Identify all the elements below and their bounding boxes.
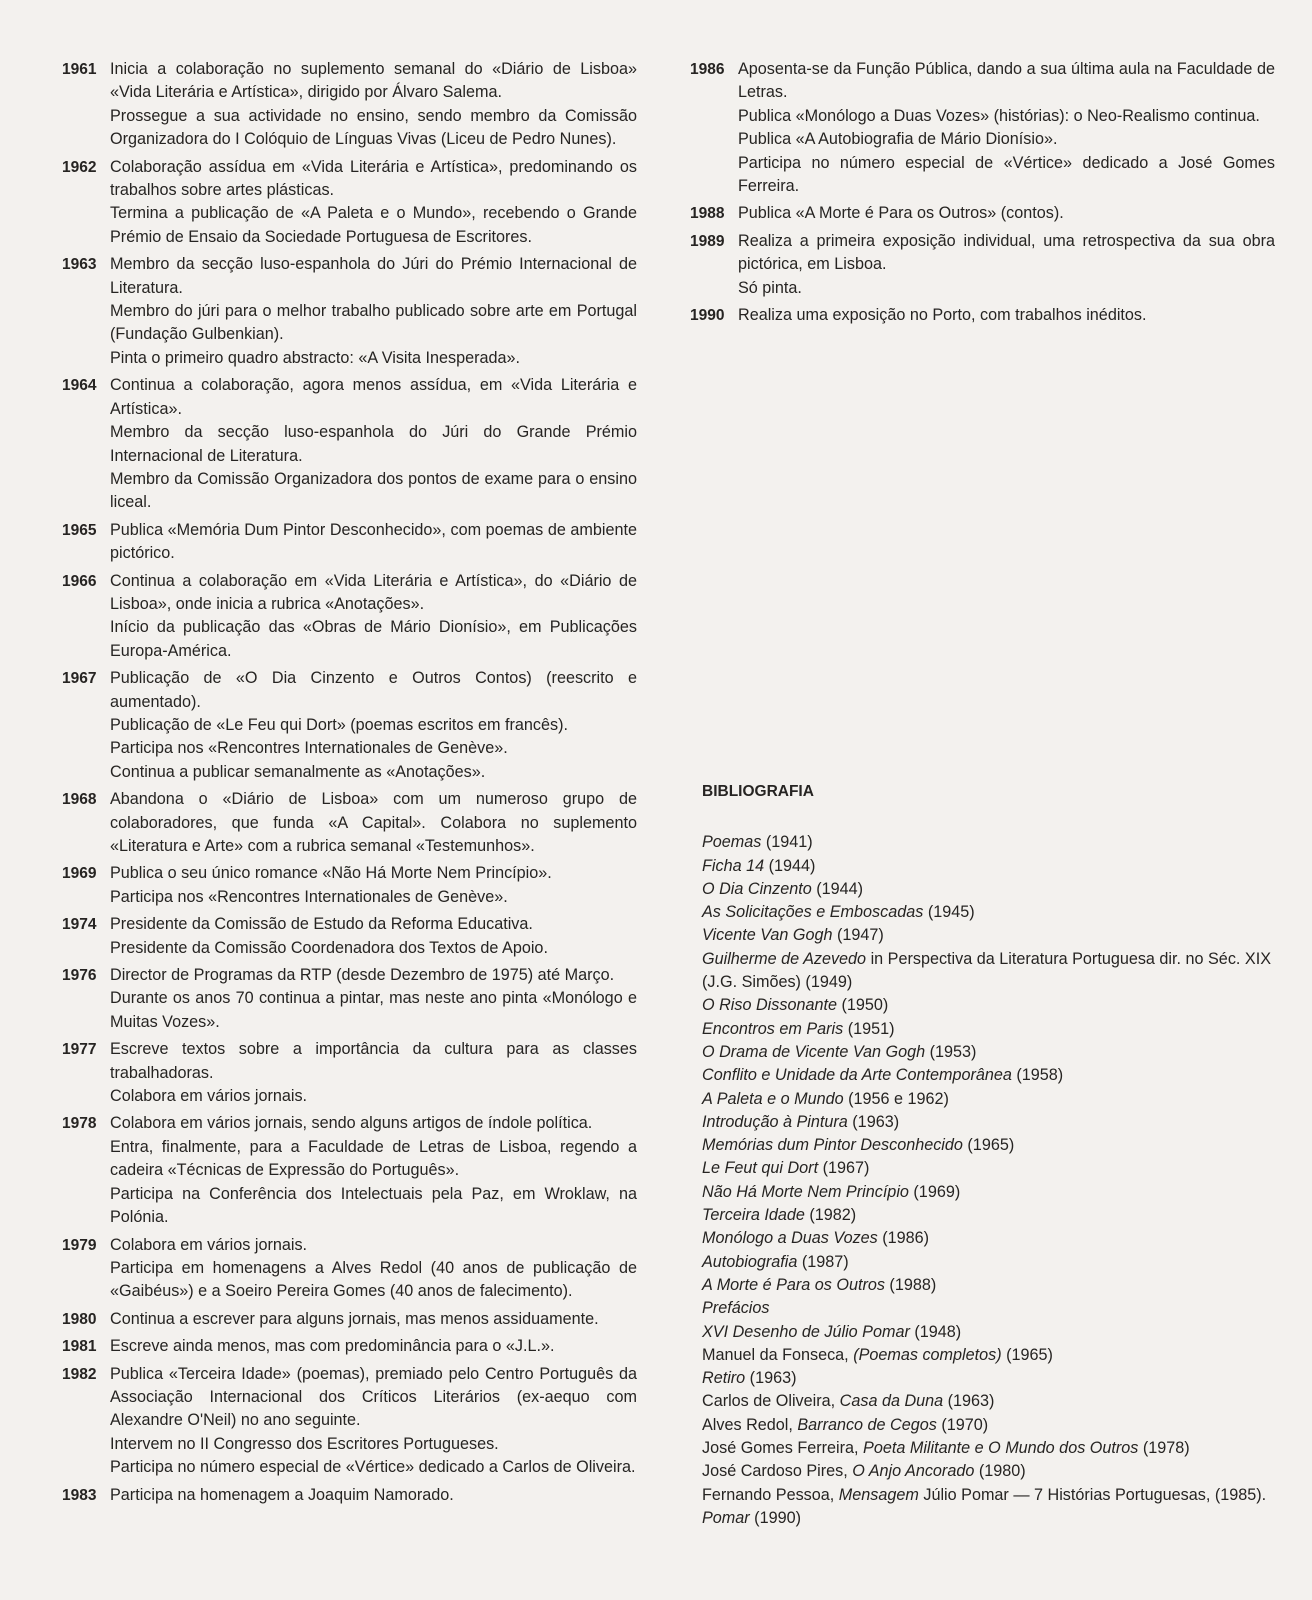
bibliography-item (702, 1041, 1292, 1064)
chronology-entry-1978 (62, 1112, 637, 1229)
bib-title: A Morte é Para os Outros (702, 1275, 885, 1294)
bibliography-item (702, 1204, 1292, 1227)
bib-detail: (1948) (909, 1322, 962, 1341)
bib-title: XVI Desenho de Júlio Pomar (702, 1322, 910, 1341)
entry-year: 1986 (690, 61, 725, 78)
chronology-entry-1981 (62, 1335, 637, 1358)
entry-body (110, 667, 637, 784)
bib-detail: (1944) (764, 856, 816, 875)
bib-detail: (1987) (797, 1252, 849, 1271)
bib-title: Le Feut qui Dort (702, 1159, 819, 1178)
bibliography-item (702, 831, 1292, 854)
bib-title: Memórias dum Pintor Desconhecido (702, 1136, 963, 1155)
entry-year: 1962 (62, 158, 97, 176)
bibliography-item (702, 1274, 1292, 1297)
chronology-entry-1982 (62, 1363, 637, 1480)
bib-detail: (1969) (908, 1182, 961, 1201)
bib-title: O Anjo Ancorado (852, 1462, 975, 1481)
entry-paragraph: Publica «A Autobiografia de Mário Dionísio». (738, 130, 1058, 149)
entry-paragraph: Início da publicação das «Obras de Mário Dionísio», em Publicações Europa-América. (110, 618, 637, 660)
bibliography-item (702, 1181, 1292, 1204)
entry-paragraph: Membro da Comissão Organizadora dos pontos de exame para o ensino liceal. (110, 469, 637, 512)
entry-paragraph: Aposenta-se da Função Pública, dando a sua última aula na Faculdade de Letras. (738, 60, 1275, 102)
entry-paragraph: Inicia a colaboração no suplemento semanal do «Diário de Lisboa» «Vida Literária e Artística», dirigido por Álvaro Salema. (110, 60, 637, 102)
entry-body (110, 519, 637, 566)
bib-detail: (1990) (749, 1508, 801, 1527)
chronology-entry-1961 (62, 58, 637, 152)
entry-paragraph: Continua a escrever para alguns jornais, mas menos assiduamente. (110, 1309, 599, 1328)
bib-title: Conflito e Unidade da Arte Contemporânea (702, 1066, 1012, 1085)
bib-author: José Gomes Ferreira, (702, 1439, 864, 1458)
entry-year: 1976 (62, 967, 97, 985)
bib-detail: (1945) (923, 903, 975, 922)
entry-paragraph: Intervem no II Congresso dos Escritores Portugueses. (110, 1434, 499, 1453)
bib-title: Barranco de Cegos (797, 1415, 937, 1434)
bib-detail: (1980) (974, 1462, 1026, 1481)
bib-title: Mensagem (838, 1485, 919, 1504)
bib-title: A Paleta e o Mundo (702, 1089, 844, 1108)
chronology-entry-1967 (62, 667, 637, 784)
entry-paragraph: Continua a colaboração, agora menos assídua, em «Vida Literária e Artística». (110, 376, 637, 418)
bib-detail: (1986) (877, 1229, 930, 1248)
entry-year: 1966 (62, 572, 97, 590)
entry-paragraph: Entra, finalmente, para a Faculdade de Letras de Lisboa, regendo a cadeira «Técnicas de Expressão do Português». (110, 1137, 637, 1180)
chronology-left-column (62, 58, 637, 1511)
entry-year: 1964 (62, 377, 97, 395)
bib-title: Vicente Van Gogh (702, 926, 833, 945)
bibliography-item (702, 1251, 1292, 1274)
entry-year: 1967 (62, 670, 97, 688)
bibliography-item (702, 1484, 1292, 1507)
entry-year: 1989 (690, 232, 725, 250)
bibliography-item (702, 1390, 1292, 1413)
bibliography-item (702, 1088, 1292, 1111)
bib-title: Prefácios (702, 1299, 770, 1318)
entry-body (738, 202, 1275, 225)
chronology-entry-1964 (62, 374, 637, 514)
entry-year: 1981 (62, 1338, 97, 1356)
bibliography-item (702, 994, 1292, 1017)
bibliography-section (702, 780, 1292, 1530)
chronology-entry-1979 (62, 1234, 637, 1304)
chronology-entry-1976 (62, 964, 637, 1034)
entry-body (110, 1363, 637, 1480)
bib-title: Monólogo a Duas Vozes (702, 1229, 878, 1248)
entry-paragraph: Continua a colaboração em «Vida Literária e Artística», do «Diário de Lisboa», onde inicia a rubrica «Anotações». (110, 571, 637, 613)
entry-year: 1963 (62, 256, 97, 274)
entry-paragraph: Participa nos «Rencontres Internationales de Genève». (110, 887, 508, 906)
bib-title: O Dia Cinzento (702, 879, 812, 898)
bibliography-item (702, 1111, 1292, 1134)
entry-body (110, 253, 637, 370)
bib-author: Carlos de Oliveira, (702, 1392, 840, 1411)
bib-title: Introdução à Pintura (702, 1112, 848, 1131)
bib-detail: (1963) (847, 1112, 900, 1131)
entry-body (110, 1335, 637, 1358)
entry-paragraph: Continua a publicar semanalmente as «Anotações». (110, 762, 486, 781)
entry-body (110, 570, 637, 664)
entry-paragraph: Membro da secção luso-espanhola do Júri do Prémio Internacional de Literatura. (110, 255, 637, 297)
bib-title: O Riso Dissonante (702, 996, 837, 1015)
entry-body (110, 862, 637, 909)
entry-paragraph: Termina a publicação de «A Paleta e o Mundo», recebendo o Grande Prémio de Ensaio da Sociedade Portuguesa de Escritores. (110, 204, 637, 246)
bib-title: As Solicitações e Emboscadas (702, 903, 924, 922)
bibliography-item (702, 901, 1292, 924)
bibliography-item (702, 878, 1292, 901)
entry-paragraph: Participa em homenagens a Alves Redol (40 anos de publicação de «Gaibéus») e a Soeiro Pereira Gomes (40 anos de falecimento). (110, 1258, 637, 1301)
chronology-entry-1983 (62, 1484, 637, 1507)
bibliography-item (702, 1134, 1292, 1157)
bib-detail: (1967) (818, 1159, 870, 1178)
bibliography-item (702, 1157, 1292, 1180)
entry-paragraph: Publica «Memória Dum Pintor Desconhecido», com poemas de ambiente pictórico. (110, 520, 637, 563)
bibliography-item (702, 1367, 1292, 1390)
bibliography-item (702, 1064, 1292, 1087)
bib-author: Alves Redol, (702, 1415, 798, 1434)
entry-paragraph: Colabora em vários jornais, sendo alguns artigos de índole política. (110, 1114, 593, 1133)
entry-year: 1979 (62, 1236, 97, 1254)
entry-paragraph: Publica «A Morte é Para os Outros» (contos). (738, 204, 1064, 223)
bib-title: Pomar (702, 1508, 750, 1527)
bib-detail: (1958) (1011, 1066, 1064, 1085)
entry-paragraph: Colabora em vários jornais. (110, 1235, 308, 1254)
entry-paragraph: Prossegue a sua actividade no ensino, sendo membro da Comissão Organizadora do I Colóquio de Línguas Vivas (Liceu de Pedro Nunes). (110, 106, 637, 149)
bib-title: Encontros em Paris (702, 1019, 844, 1038)
bib-title: Guilherme de Azevedo (702, 949, 867, 968)
entry-paragraph: Escreve textos sobre a importância da cultura para as classes trabalhadoras. (110, 1040, 637, 1082)
chronology-entry-1986 (690, 58, 1275, 198)
bib-detail: (1965) (1001, 1345, 1053, 1364)
bibliography-item (702, 1018, 1292, 1041)
bibliography-item (702, 1344, 1292, 1367)
entry-paragraph: Escreve ainda menos, mas com predominância para o «J.L.». (110, 1337, 555, 1356)
entry-body (110, 374, 637, 514)
bib-detail: (1982) (804, 1206, 857, 1225)
entry-year: 1961 (62, 61, 97, 78)
entry-year: 1977 (62, 1041, 97, 1059)
bib-detail: Júlio Pomar — 7 Histórias Portuguesas, (1985). (918, 1485, 1267, 1504)
bib-title: (Poemas completos) (853, 1345, 1002, 1364)
bib-detail: (1956 e 1962) (843, 1089, 949, 1108)
entry-paragraph: Colabora em vários jornais. (110, 1087, 308, 1106)
chronology-entry-1968 (62, 788, 637, 858)
bibliography-item (702, 1227, 1292, 1250)
chronology-entry-1966 (62, 570, 637, 664)
entry-paragraph: Realiza uma exposição no Porto, com trabalhos inéditos. (738, 306, 1147, 325)
bib-author: Fernando Pessoa, (702, 1485, 839, 1504)
entry-body (110, 1308, 637, 1331)
entry-paragraph: Realiza a primeira exposição individual, uma retrospectiva da sua obra pictórica, em Lisboa. (738, 231, 1275, 274)
chronology-entry-1989 (690, 230, 1275, 300)
bib-detail: (1950) (836, 996, 889, 1015)
entry-paragraph: Publica «Monólogo a Duas Vozes» (histórias): o Neo-Realismo continua. (738, 106, 1260, 125)
entry-body (110, 156, 637, 250)
bibliography-item (702, 924, 1292, 947)
bibliography-item (702, 1437, 1292, 1460)
bibliography-item (702, 1321, 1292, 1344)
bib-author: José Cardoso Pires, (702, 1462, 853, 1481)
bib-detail: (1978) (1138, 1439, 1190, 1458)
bibliography-item (702, 1297, 1292, 1320)
bib-detail: (1951) (843, 1019, 895, 1038)
chronology-entry-1988 (690, 202, 1275, 225)
entry-body (110, 913, 637, 960)
chronology-entry-1969 (62, 862, 637, 909)
entry-body (110, 964, 637, 1034)
entry-paragraph: Durante os anos 70 continua a pintar, mas neste ano pinta «Monólogo e Muitas Vozes». (110, 989, 637, 1031)
bib-title: Terceira Idade (702, 1206, 805, 1225)
entry-year: 1969 (62, 865, 97, 883)
entry-year: 1983 (62, 1486, 97, 1504)
chronology-entry-1980 (62, 1308, 637, 1331)
chronology-entry-1990 (690, 304, 1275, 327)
bib-title: O Drama de Vicente Van Gogh (702, 1042, 926, 1061)
bib-title: Poemas (702, 833, 762, 852)
entry-paragraph: Membro da secção luso-espanhola do Júri do Grande Prémio Internacional de Literatura. (110, 423, 637, 465)
bib-detail: (1947) (832, 926, 884, 945)
bib-title: Não Há Morte Nem Princípio (702, 1182, 909, 1201)
entry-year: 1968 (62, 791, 97, 809)
entry-body (738, 304, 1275, 327)
chronology-entry-1965 (62, 519, 637, 566)
chronology-entry-1977 (62, 1038, 637, 1108)
entry-paragraph: Só pinta. (738, 278, 802, 297)
entry-year: 1988 (690, 205, 725, 223)
bibliography-item (702, 1460, 1292, 1483)
entry-paragraph: Participa na Conferência dos Intelectuais pela Paz, em Wroklaw, na Polónia. (110, 1184, 637, 1227)
chronology-right-column (690, 58, 1275, 331)
bib-title: Ficha 14 (702, 856, 765, 875)
bib-title: Retiro (702, 1369, 746, 1388)
bib-title: Poeta Militante e O Mundo dos Outros (863, 1439, 1139, 1458)
chronology-entry-1962 (62, 156, 637, 250)
entry-body (110, 1112, 637, 1229)
bibliography-item (702, 1507, 1292, 1530)
entry-body (110, 58, 637, 152)
entry-paragraph: Membro do júri para o melhor trabalho publicado sobre arte em Portugal (Fundação Gulbenkian). (110, 302, 637, 344)
bib-detail: (1963) (745, 1369, 797, 1388)
bibliography-item (702, 855, 1292, 878)
bib-title: Casa da Duna (839, 1392, 944, 1411)
bib-detail: (1970) (936, 1415, 989, 1434)
bib-title: Autobiografia (702, 1252, 798, 1271)
entry-paragraph: Pinta o primeiro quadro abstracto: «A Visita Inesperada». (110, 348, 521, 367)
bibliography-list (702, 831, 1292, 1530)
bibliography-item (702, 948, 1292, 995)
bib-detail: in Perspectiva da Literatura Portuguesa dir. no Séc. XIX (J.G. Simões) (1949) (702, 949, 1271, 992)
bib-detail: (1988) (884, 1275, 937, 1294)
entry-paragraph: Presidente da Comissão Coordenadora dos Textos de Apoio. (110, 938, 548, 957)
chronology-entry-1974 (62, 913, 637, 960)
entry-paragraph: Participa nos «Rencontres Internationales de Genève». (110, 739, 508, 758)
entry-paragraph: Colaboração assídua em «Vida Literária e Artística», predominando os trabalhos sobre artes plásticas. (110, 157, 637, 200)
entry-paragraph: Presidente da Comissão de Estudo da Reforma Educativa. (110, 915, 533, 934)
entry-body (110, 1484, 637, 1507)
bib-author: Manuel da Fonseca, (702, 1345, 854, 1364)
bibliography-heading: BIBLIOGRAFIA (702, 783, 814, 800)
entry-paragraph: Publica «Terceira Idade» (poemas), premiado pelo Centro Português da Associação Internacional dos Críticos Literários (ex-aequo com Alexandre O'Neil) no ano seguinte. (110, 1364, 637, 1430)
entry-paragraph: Participa no número especial de «Vértice» dedicado a José Gomes Ferreira. (738, 153, 1275, 196)
bib-detail: (1963) (943, 1392, 995, 1411)
entry-paragraph: Participa no número especial de «Vértice» dedicado a Carlos de Oliveira. (110, 1458, 636, 1477)
bib-detail: (1941) (761, 833, 813, 852)
entry-year: 1982 (62, 1365, 97, 1383)
entry-body (110, 1038, 637, 1108)
bibliography-item (702, 1414, 1292, 1437)
entry-year: 1965 (62, 521, 97, 539)
entry-paragraph: Abandona o «Diário de Lisboa» com um numeroso grupo de colaboradores, que funda «A Capital». Colabora no suplemento «Literatura e Arte» com a rubrica semanal «Testemunhos». (110, 790, 637, 855)
entry-paragraph: Director de Programas da RTP (desde Dezembro de 1975) até Março. (110, 966, 615, 985)
entry-paragraph: Publica o seu único romance «Não Há Morte Nem Princípio». (110, 864, 552, 883)
bib-detail: (1944) (811, 879, 864, 898)
entry-body (738, 58, 1275, 198)
entry-year: 1980 (62, 1310, 97, 1328)
entry-year: 1974 (62, 916, 97, 934)
entry-paragraph: Publicação de «Le Feu qui Dort» (poemas escritos em francês). (110, 715, 568, 734)
entry-body (110, 788, 637, 858)
chronology-entry-1963 (62, 253, 637, 370)
entry-paragraph: Participa na homenagem a Joaquim Namorado. (110, 1485, 454, 1504)
entry-body (110, 1234, 637, 1304)
bib-detail: (1953) (925, 1042, 977, 1061)
entry-year: 1990 (690, 307, 725, 325)
entry-paragraph: Publicação de «O Dia Cinzento e Outros Contos) (reescrito e aumentado). (110, 669, 637, 711)
entry-year: 1978 (62, 1115, 97, 1133)
bib-detail: (1965) (962, 1136, 1015, 1155)
entry-body (738, 230, 1275, 300)
